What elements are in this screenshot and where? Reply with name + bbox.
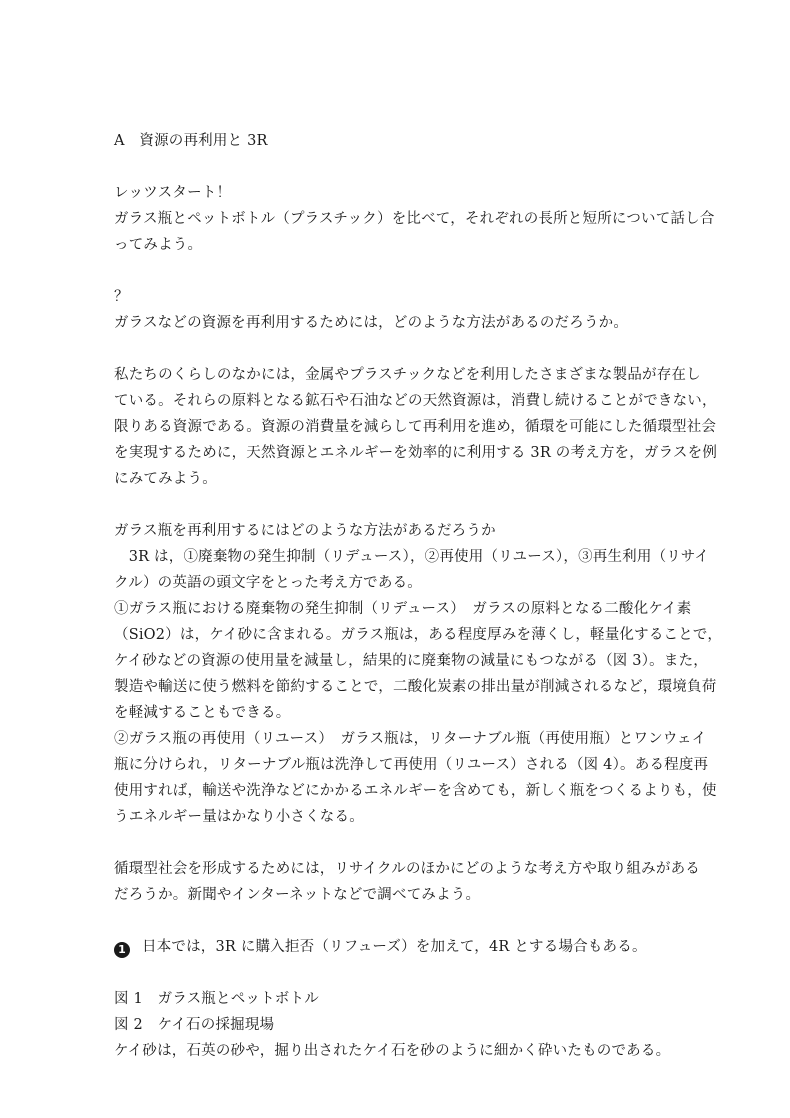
intro-line: ている。それらの原料となる鉱石や石油などの天然資源は，消費し続けることができない， [114,393,717,409]
reuse-line: ①ガラス瓶における廃棄物の発生抑制（リデュース） ガラスの原料となる二酸化ケイ素 [114,601,692,617]
footnote [114,934,684,960]
section-heading: A 資源の再利用と 3R [114,133,268,149]
reuse-line: 瓶に分けられ，リターナブル瓶は洗浄して再使用（リユース）される（図 4）。ある程度再 [114,757,709,773]
spacer [114,960,684,986]
footnote-text: 日本では，3R に購入拒否（リフューズ）を加えて，4R とする場合もある。 [142,939,647,955]
activity-line: だろうか。新聞やインターネットなどで調べてみよう。 [114,887,481,903]
footnote-number-icon: 1 [114,942,130,958]
lets-start-title: レッツスタート！ [114,185,232,201]
figure-caption: 図 1 ガラス瓶とペットボトル [114,991,319,1007]
reuse-line: ②ガラス瓶の再使用（リユース） ガラス瓶は，リターナブル瓶（再使用瓶）とワンウェイ [114,731,707,747]
figure-caption: 図 2 ケイ石の採掘現場 [114,1017,275,1033]
lets-start-line: ガラス瓶とペットボトル（プラスチック）を比べて，それぞれの長所と短所について話し合 [114,211,715,227]
reuse-line: クル）の英語の頭文字をとった考え方である。 [114,575,422,591]
reuse-line: ケイ砂などの資源の使用量を減量し，結果的に廃棄物の減量にもつながる（図 3）。また， [114,653,708,669]
reuse-line: 3R は，①廃棄物の発生抑制（リデュース），②再使用（リユース），③再生利用（リサイ [114,549,710,565]
spacer [114,154,684,180]
question-mark: ？ [114,289,129,305]
document-page [114,128,723,1064]
figure-caption-note: ケイ砂は，石英の砂や，掘り出されたケイ石を砂のように細かく砕いたものである。 [114,1043,671,1059]
reuse-line: （SiO2）は，ケイ砂に含まれる。ガラス瓶は，ある程度厚みを薄くし，軽量化することで， [114,627,723,643]
spacer [114,492,684,518]
reuse-line: 使用すれば，輸送や洗浄などにかかるエネルギーを含めても，新しく瓶をつくるよりも，使 [114,783,717,799]
spacer [114,258,684,284]
spacer [114,336,684,362]
lets-start-line: ってみよう。 [114,237,203,253]
reuse-heading: ガラス瓶を再利用するにはどのような方法があるだろうか [114,523,496,539]
question-text: ガラスなどの資源を再利用するためには，どのような方法があるのだろうか。 [114,315,629,331]
intro-line: を実現するために，天然資源とエネルギーを効率的に利用する 3R の考え方を，ガラスを例 [114,445,718,461]
spacer [114,908,684,934]
spacer [114,830,684,856]
reuse-line: を軽減することもできる。 [114,705,291,721]
intro-line: にみてみよう。 [114,471,217,487]
intro-line: 限りある資源である。資源の消費量を減らして再利用を進め，循環を可能にした循環型社会 [114,419,717,435]
intro-line: 私たちのくらしのなかには，金属やプラスチックなどを利用したさまざまな製品が存在し [114,367,701,383]
activity-line: 循環型社会を形成するためには，リサイクルのほかにどのような考え方や取り組みがある [114,861,700,877]
reuse-line: 製造や輸送に使う燃料を節約することで，二酸化炭素の排出量が削減されるなど，環境負荷 [114,679,717,695]
reuse-line: うエネルギー量はかなり小さくなる。 [114,809,364,825]
